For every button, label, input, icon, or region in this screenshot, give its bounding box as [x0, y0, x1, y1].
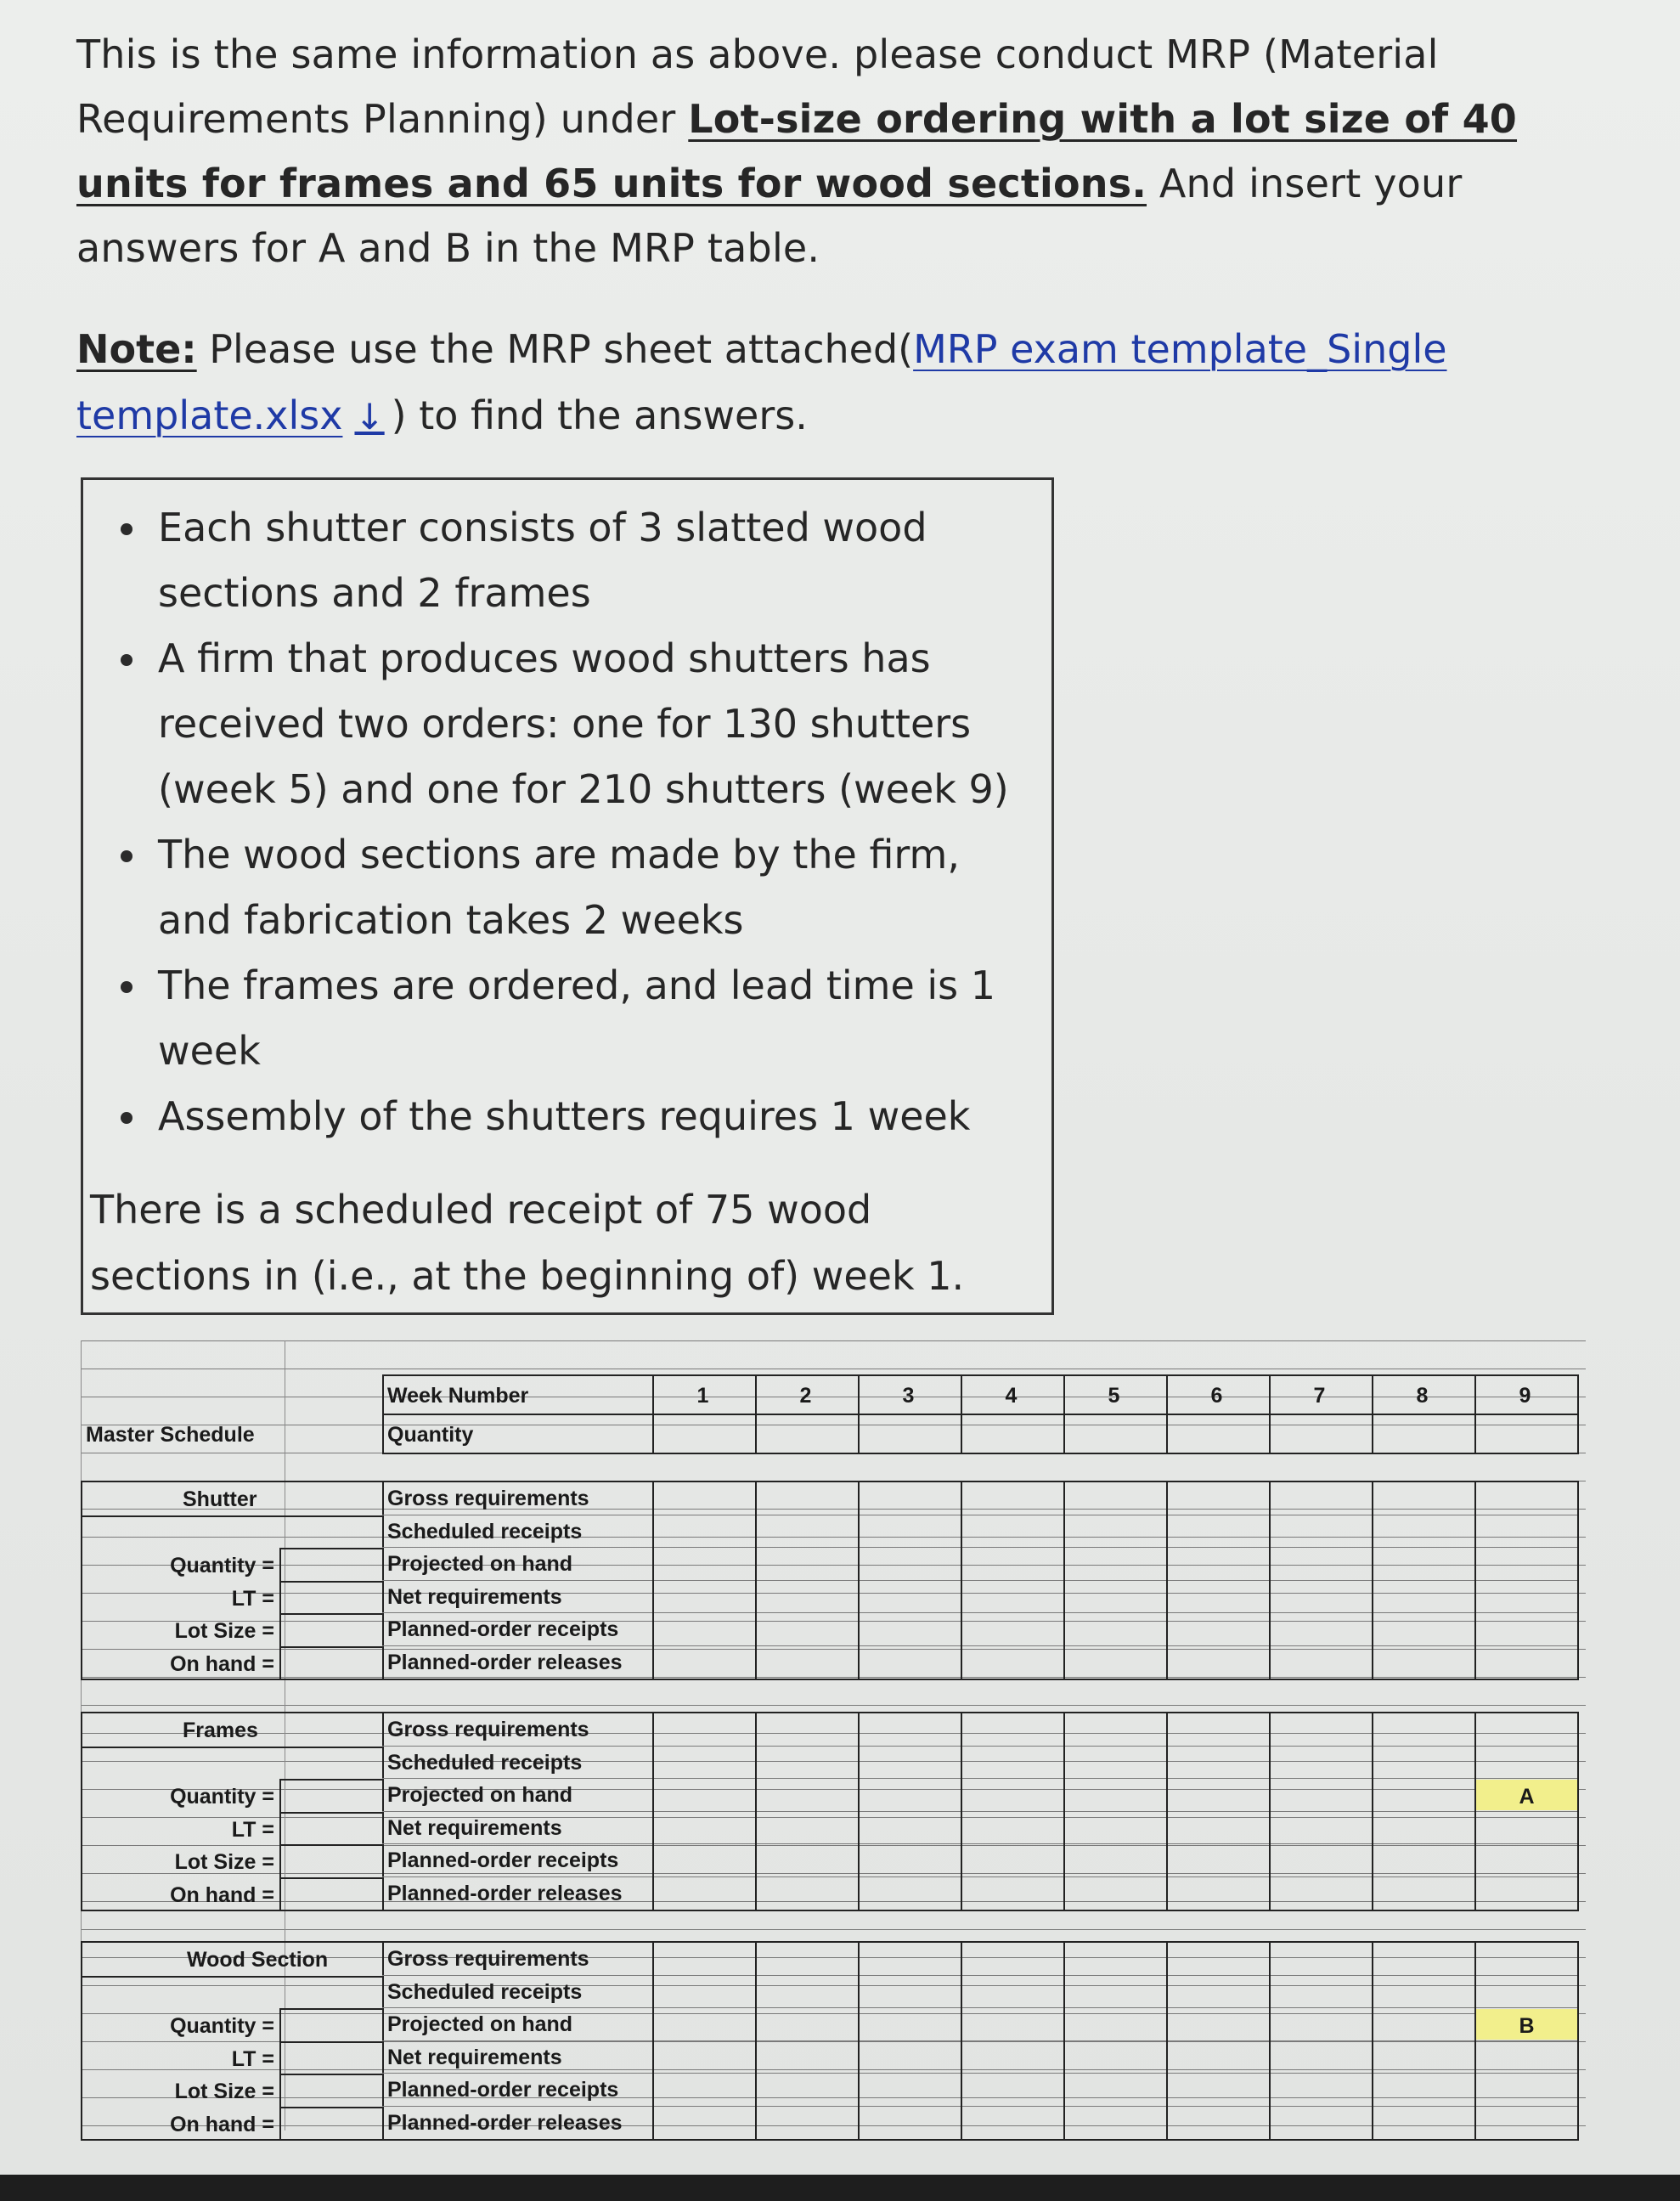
master-quantity-cell[interactable] — [1166, 1414, 1271, 1454]
mrp-cell[interactable] — [962, 1549, 1063, 1579]
mrp-row-label: Planned-order releases — [387, 1650, 623, 1674]
mrp-cell[interactable] — [1065, 1813, 1166, 1843]
item-name-divider — [81, 1747, 382, 1748]
item-param-input[interactable] — [279, 2107, 384, 2142]
mrp-cell[interactable] — [1476, 1813, 1577, 1843]
item-param-label: LT = — [231, 1817, 274, 1842]
sheet-gridline — [81, 1340, 1586, 1341]
mrp-cell[interactable] — [1065, 2074, 1166, 2105]
mrp-cell[interactable] — [1271, 2108, 1372, 2138]
mrp-cell[interactable] — [1271, 1944, 1372, 1974]
fact-item: Assembly of the shutters requires 1 week — [158, 1084, 1033, 1149]
mrp-cell[interactable] — [1476, 1878, 1577, 1909]
item-param-label: Quantity = — [170, 1785, 274, 1809]
mrp-cell[interactable] — [1373, 2074, 1474, 2105]
sheet-gridline — [81, 1705, 1586, 1706]
mrp-cell[interactable] — [962, 1813, 1063, 1843]
facts-list — [83, 495, 1033, 1149]
mrp-cell[interactable] — [654, 1845, 755, 1876]
mrp-cell[interactable] — [1168, 1944, 1269, 1974]
master-quantity-label: Quantity — [387, 1423, 474, 1447]
mrp-cell[interactable] — [654, 1516, 755, 1547]
mrp-cell[interactable] — [962, 1647, 1063, 1678]
mrp-cell[interactable] — [1476, 1714, 1577, 1745]
mrp-cell[interactable] — [962, 2042, 1063, 2073]
scheduled-receipt-note: There is a scheduled receipt of 75 wood sections in (i.e., at the beginning of) week 1. — [90, 1187, 965, 1299]
mrp-cell[interactable] — [1373, 1780, 1474, 1810]
mrp-cell[interactable] — [1065, 1944, 1166, 1974]
mrp-cell[interactable] — [757, 1977, 858, 2007]
mrp-cell[interactable] — [757, 1582, 858, 1612]
mrp-cell[interactable] — [962, 1614, 1063, 1645]
mrp-row-label: Projected on hand — [387, 2012, 573, 2036]
download-icon[interactable]: ↓ — [354, 396, 385, 437]
question-closing: And insert your answers for A and B in the MRP table. — [76, 161, 1463, 271]
mrp-cell[interactable] — [1065, 2009, 1166, 2040]
mrp-cell[interactable] — [860, 2074, 961, 2105]
week-number: 3 — [902, 1384, 915, 1408]
mrp-cell[interactable] — [962, 1944, 1063, 1974]
mrp-cell[interactable] — [860, 1549, 961, 1579]
item-param-input[interactable] — [279, 1877, 384, 1912]
item-param-label: On hand = — [170, 1651, 274, 1676]
mrp-cell[interactable] — [1373, 1647, 1474, 1678]
mrp-cell[interactable] — [654, 2074, 755, 2105]
mrp-row-label: Planned-order releases — [387, 1881, 623, 1905]
question-text — [76, 22, 1588, 280]
item-name: Frames — [183, 1718, 258, 1742]
template-file-link[interactable]: MRP exam template_Single template.xlsx — [76, 326, 1447, 438]
master-quantity-cell[interactable] — [1372, 1414, 1476, 1454]
item-param-input[interactable] — [279, 1646, 384, 1681]
mrp-cell[interactable] — [1271, 1780, 1372, 1810]
mrp-row-label: Net requirements — [387, 2045, 562, 2069]
mrp-cell[interactable] — [962, 1780, 1063, 1810]
mrp-cell[interactable] — [1065, 1516, 1166, 1547]
mrp-table — [81, 1340, 1593, 2139]
mrp-cell[interactable] — [1373, 2042, 1474, 2073]
mrp-cell[interactable] — [654, 2108, 755, 2138]
mrp-cell[interactable] — [1168, 1483, 1269, 1514]
mrp-cell[interactable] — [1476, 1647, 1577, 1678]
week-number: 8 — [1416, 1384, 1429, 1408]
mrp-row-label: Gross requirements — [387, 1947, 589, 1971]
mrp-cell[interactable] — [1373, 1747, 1474, 1778]
mrp-cell[interactable] — [1065, 1747, 1166, 1778]
item-name: Shutter — [183, 1487, 257, 1511]
item-param-label: Quantity = — [170, 1554, 274, 1577]
mrp-cell[interactable] — [1271, 2074, 1372, 2105]
item-param-input[interactable] — [279, 1613, 384, 1648]
mrp-cell[interactable] — [1271, 1647, 1372, 1678]
mrp-cell[interactable] — [1373, 1582, 1474, 1612]
mrp-cell[interactable] — [654, 1977, 755, 2007]
mrp-cell[interactable] — [1271, 2042, 1372, 2073]
fact-item: The frames are ordered, and lead time is 1 week — [158, 953, 1033, 1084]
mrp-cell[interactable] — [1168, 2009, 1269, 2040]
mrp-row-label: Scheduled receipts — [387, 1979, 583, 2004]
week-number: 9 — [1519, 1384, 1531, 1408]
item-param-input[interactable] — [279, 1812, 384, 1847]
fact-item: A firm that produces wood shutters has received two orders: one for 130 shutters (week 5) and one for 210 shutters (week 9) — [158, 626, 1033, 822]
mrp-cell[interactable] — [860, 1845, 961, 1876]
screen-bezel — [0, 2175, 1680, 2201]
answer-label: B — [1519, 2014, 1535, 2038]
mrp-row-label: Gross requirements — [387, 1487, 589, 1510]
question-lot-size-emphasis: Lot-size ordering with a lot size of 40 units for frames and 65 units for wood sections. — [76, 96, 1518, 206]
item-param-input[interactable] — [279, 1779, 384, 1814]
mrp-cell[interactable] — [654, 1714, 755, 1745]
mrp-cell[interactable] — [654, 1582, 755, 1612]
mrp-cell[interactable] — [654, 1549, 755, 1579]
master-quantity-cell[interactable] — [755, 1414, 860, 1454]
mrp-cell[interactable] — [1476, 1747, 1577, 1778]
mrp-cell[interactable] — [962, 1483, 1063, 1514]
mrp-cell[interactable] — [1065, 1614, 1166, 1645]
mrp-cell[interactable] — [654, 1780, 755, 1810]
mrp-cell[interactable] — [1476, 1582, 1577, 1612]
week-number-label: Week Number — [387, 1384, 529, 1408]
mrp-cell[interactable] — [962, 1747, 1063, 1778]
mrp-cell[interactable] — [757, 1780, 858, 1810]
mrp-cell[interactable] — [1168, 1878, 1269, 1909]
mrp-row-label: Net requirements — [387, 1584, 562, 1609]
mrp-cell[interactable] — [757, 1878, 858, 1909]
master-quantity-cell[interactable] — [652, 1414, 757, 1454]
mrp-cell[interactable] — [757, 1813, 858, 1843]
item-param-input[interactable] — [279, 1581, 384, 1616]
mrp-cell[interactable] — [962, 1714, 1063, 1745]
mrp-cell[interactable] — [757, 1747, 858, 1778]
sheet-gridline — [81, 1929, 1586, 1930]
item-param-input[interactable] — [279, 2008, 384, 2043]
mrp-cell[interactable] — [1373, 1944, 1474, 1974]
item-param-label: Lot Size = — [174, 1850, 274, 1874]
mrp-cell[interactable] — [962, 1516, 1063, 1547]
note-label: Note: — [76, 326, 197, 372]
mrp-cell[interactable] — [757, 1845, 858, 1876]
mrp-cell[interactable] — [1373, 1878, 1474, 1909]
mrp-cell[interactable] — [1065, 2108, 1166, 2138]
mrp-cell[interactable] — [860, 1944, 961, 1974]
mrp-cell[interactable] — [654, 1747, 755, 1778]
mrp-cell[interactable] — [757, 1614, 858, 1645]
mrp-cell[interactable] — [1271, 1582, 1372, 1612]
item-name-divider — [81, 1515, 382, 1517]
mrp-row-label: Projected on hand — [387, 1552, 573, 1576]
mrp-cell[interactable] — [757, 2108, 858, 2138]
mrp-cell[interactable] — [757, 1516, 858, 1547]
mrp-cell[interactable] — [654, 1878, 755, 1909]
mrp-cell[interactable] — [1373, 1549, 1474, 1579]
mrp-cell[interactable] — [962, 1878, 1063, 1909]
mrp-cell[interactable] — [1271, 1549, 1372, 1579]
mrp-row-label: Planned-order receipts — [387, 1848, 619, 1872]
mrp-cell[interactable] — [1168, 2108, 1269, 2138]
master-quantity-cell[interactable] — [1474, 1414, 1579, 1454]
item-param-label: On hand = — [170, 2112, 274, 2136]
mrp-cell[interactable] — [860, 2108, 961, 2138]
mrp-cell[interactable] — [1476, 1614, 1577, 1645]
week-number: 4 — [1005, 1384, 1018, 1408]
mrp-cell[interactable] — [1476, 1944, 1577, 1974]
mrp-row-label: Projected on hand — [387, 1783, 573, 1807]
mrp-cell[interactable] — [1476, 1977, 1577, 2007]
mrp-cell[interactable] — [1168, 1977, 1269, 2007]
mrp-cell[interactable] — [860, 2009, 961, 2040]
mrp-cell[interactable] — [1271, 1813, 1372, 1843]
mrp-row-label: Planned-order releases — [387, 2110, 623, 2135]
mrp-cell[interactable] — [1065, 1977, 1166, 2007]
mrp-cell[interactable] — [1373, 1714, 1474, 1745]
note-text-before: Please use the MRP sheet attached( — [196, 326, 914, 372]
mrp-cell[interactable] — [1271, 1516, 1372, 1547]
week-number: 2 — [799, 1384, 812, 1408]
item-param-label: Lot Size = — [174, 2080, 274, 2103]
mrp-cell[interactable] — [1168, 1647, 1269, 1678]
mrp-row-label: Scheduled receipts — [387, 1519, 583, 1544]
item-name-divider — [81, 1976, 382, 1978]
mrp-cell[interactable] — [962, 1845, 1063, 1876]
mrp-cell[interactable] — [1065, 1582, 1166, 1612]
note-text-after: ) to find the answers. — [391, 392, 808, 438]
mrp-cell[interactable] — [1065, 1845, 1166, 1876]
mrp-cell[interactable] — [757, 2074, 858, 2105]
mrp-cell[interactable] — [1271, 1878, 1372, 1909]
mrp-cell[interactable] — [962, 1582, 1063, 1612]
mrp-cell[interactable] — [1065, 1780, 1166, 1810]
mrp-cell[interactable] — [1373, 1813, 1474, 1843]
mrp-cell[interactable] — [1168, 2042, 1269, 2073]
mrp-cell[interactable] — [860, 2042, 961, 2073]
item-param-input[interactable] — [279, 1844, 384, 1879]
mrp-cell[interactable] — [860, 1878, 961, 1909]
mrp-cell[interactable] — [860, 1516, 961, 1547]
note-paragraph — [76, 316, 1588, 450]
mrp-cell[interactable] — [1476, 2042, 1577, 2073]
item-param-input[interactable] — [279, 2074, 384, 2108]
item-param-input[interactable] — [279, 1548, 384, 1583]
mrp-cell[interactable] — [654, 1813, 755, 1843]
problem-facts-box — [81, 477, 1054, 1315]
master-quantity-cell[interactable] — [858, 1414, 962, 1454]
mrp-cell[interactable] — [860, 1747, 961, 1778]
mrp-row-label: Scheduled receipts — [387, 1750, 583, 1775]
mrp-cell[interactable] — [1373, 1483, 1474, 1514]
mrp-cell[interactable] — [860, 1582, 961, 1612]
mrp-cell[interactable] — [1168, 1714, 1269, 1745]
mrp-cell[interactable] — [1476, 2108, 1577, 2138]
mrp-cell[interactable] — [757, 1714, 858, 1745]
item-param-label: Quantity = — [170, 2014, 274, 2038]
mrp-cell[interactable] — [1168, 1614, 1269, 1645]
mrp-cell[interactable] — [1065, 1549, 1166, 1579]
mrp-cell[interactable] — [1271, 1614, 1372, 1645]
mrp-cell[interactable] — [860, 1813, 961, 1843]
mrp-cell[interactable] — [757, 2042, 858, 2073]
mrp-cell[interactable] — [1168, 1780, 1269, 1810]
mrp-cell[interactable] — [1065, 2042, 1166, 2073]
mrp-cell[interactable] — [654, 2042, 755, 2073]
mrp-cell[interactable] — [654, 2009, 755, 2040]
mrp-cell[interactable] — [962, 1977, 1063, 2007]
mrp-cell[interactable] — [1168, 1813, 1269, 1843]
week-number: 5 — [1108, 1384, 1120, 1408]
mrp-cell[interactable] — [860, 1483, 961, 1514]
mrp-cell[interactable] — [757, 1944, 858, 1974]
item-param-label: LT = — [231, 1586, 274, 1611]
item-param-label: Lot Size = — [174, 1619, 274, 1643]
week-number: 6 — [1210, 1384, 1223, 1408]
item-param-input[interactable] — [279, 2041, 384, 2076]
mrp-cell[interactable] — [860, 1647, 961, 1678]
mrp-row-label: Gross requirements — [387, 1718, 589, 1741]
mrp-cell[interactable] — [1168, 1516, 1269, 1547]
mrp-cell[interactable] — [1168, 1582, 1269, 1612]
mrp-cell[interactable] — [1373, 2108, 1474, 2138]
mrp-cell[interactable] — [1373, 1516, 1474, 1547]
mrp-cell[interactable] — [1271, 2009, 1372, 2040]
mrp-cell[interactable] — [1373, 1614, 1474, 1645]
item-param-label: LT = — [231, 2046, 274, 2071]
mrp-cell[interactable] — [1065, 1647, 1166, 1678]
week-number: 1 — [696, 1384, 709, 1408]
mrp-cell[interactable] — [654, 1483, 755, 1514]
fact-item: The wood sections are made by the firm, and fabrication takes 2 weeks — [158, 822, 1033, 953]
mrp-row-label: Net requirements — [387, 1815, 562, 1840]
mrp-cell[interactable] — [757, 1549, 858, 1579]
mrp-row-label: Planned-order receipts — [387, 2078, 619, 2102]
mrp-cell[interactable] — [860, 1977, 961, 2007]
mrp-cell[interactable] — [757, 1483, 858, 1514]
mrp-cell[interactable] — [1271, 1977, 1372, 2007]
mrp-cell[interactable] — [1271, 1714, 1372, 1745]
mrp-cell[interactable] — [1476, 1483, 1577, 1514]
answer-label: A — [1519, 1785, 1535, 1809]
mrp-cell[interactable] — [1168, 2074, 1269, 2105]
mrp-cell[interactable] — [1271, 1483, 1372, 1514]
question-intro: This is the same information as above. please conduct MRP (Material Requirements Planning) under — [76, 31, 1439, 142]
mrp-cell[interactable] — [1476, 1845, 1577, 1876]
mrp-cell[interactable] — [1271, 1747, 1372, 1778]
mrp-cell[interactable] — [962, 2009, 1063, 2040]
item-param-label: On hand = — [170, 1882, 274, 1907]
mrp-cell[interactable] — [1373, 2009, 1474, 2040]
mrp-cell[interactable] — [1065, 1714, 1166, 1745]
mrp-cell[interactable] — [962, 2074, 1063, 2105]
mrp-cell[interactable] — [1168, 1747, 1269, 1778]
mrp-cell[interactable] — [1065, 1483, 1166, 1514]
fact-item: Each shutter consists of 3 slatted wood sections and 2 frames — [158, 495, 1033, 626]
mrp-cell[interactable] — [654, 1614, 755, 1645]
master-quantity-cell[interactable] — [1063, 1414, 1168, 1454]
mrp-cell[interactable] — [860, 1614, 961, 1645]
week-number: 7 — [1313, 1384, 1326, 1408]
mrp-cell[interactable] — [1373, 1845, 1474, 1876]
mrp-cell[interactable] — [1271, 1845, 1372, 1876]
mrp-cell[interactable] — [757, 2009, 858, 2040]
mrp-cell[interactable] — [962, 2108, 1063, 2138]
mrp-cell[interactable] — [654, 1647, 755, 1678]
mrp-cell[interactable] — [1476, 2074, 1577, 2105]
mrp-cell[interactable] — [1065, 1878, 1166, 1909]
mrp-cell[interactable] — [1373, 1977, 1474, 2007]
master-schedule-label: Master Schedule — [86, 1423, 255, 1447]
mrp-cell[interactable] — [1168, 1549, 1269, 1579]
master-quantity-cell[interactable] — [961, 1414, 1065, 1454]
master-quantity-cell[interactable] — [1269, 1414, 1373, 1454]
mrp-row-label: Planned-order receipts — [387, 1617, 619, 1641]
mrp-cell[interactable] — [1476, 1549, 1577, 1579]
mrp-cell[interactable] — [1476, 1516, 1577, 1547]
mrp-cell[interactable] — [860, 1780, 961, 1810]
mrp-cell[interactable] — [654, 1944, 755, 1974]
item-name: Wood Section — [187, 1948, 329, 1972]
mrp-cell[interactable] — [757, 1647, 858, 1678]
mrp-cell[interactable] — [860, 1714, 961, 1745]
mrp-cell[interactable] — [1168, 1845, 1269, 1876]
